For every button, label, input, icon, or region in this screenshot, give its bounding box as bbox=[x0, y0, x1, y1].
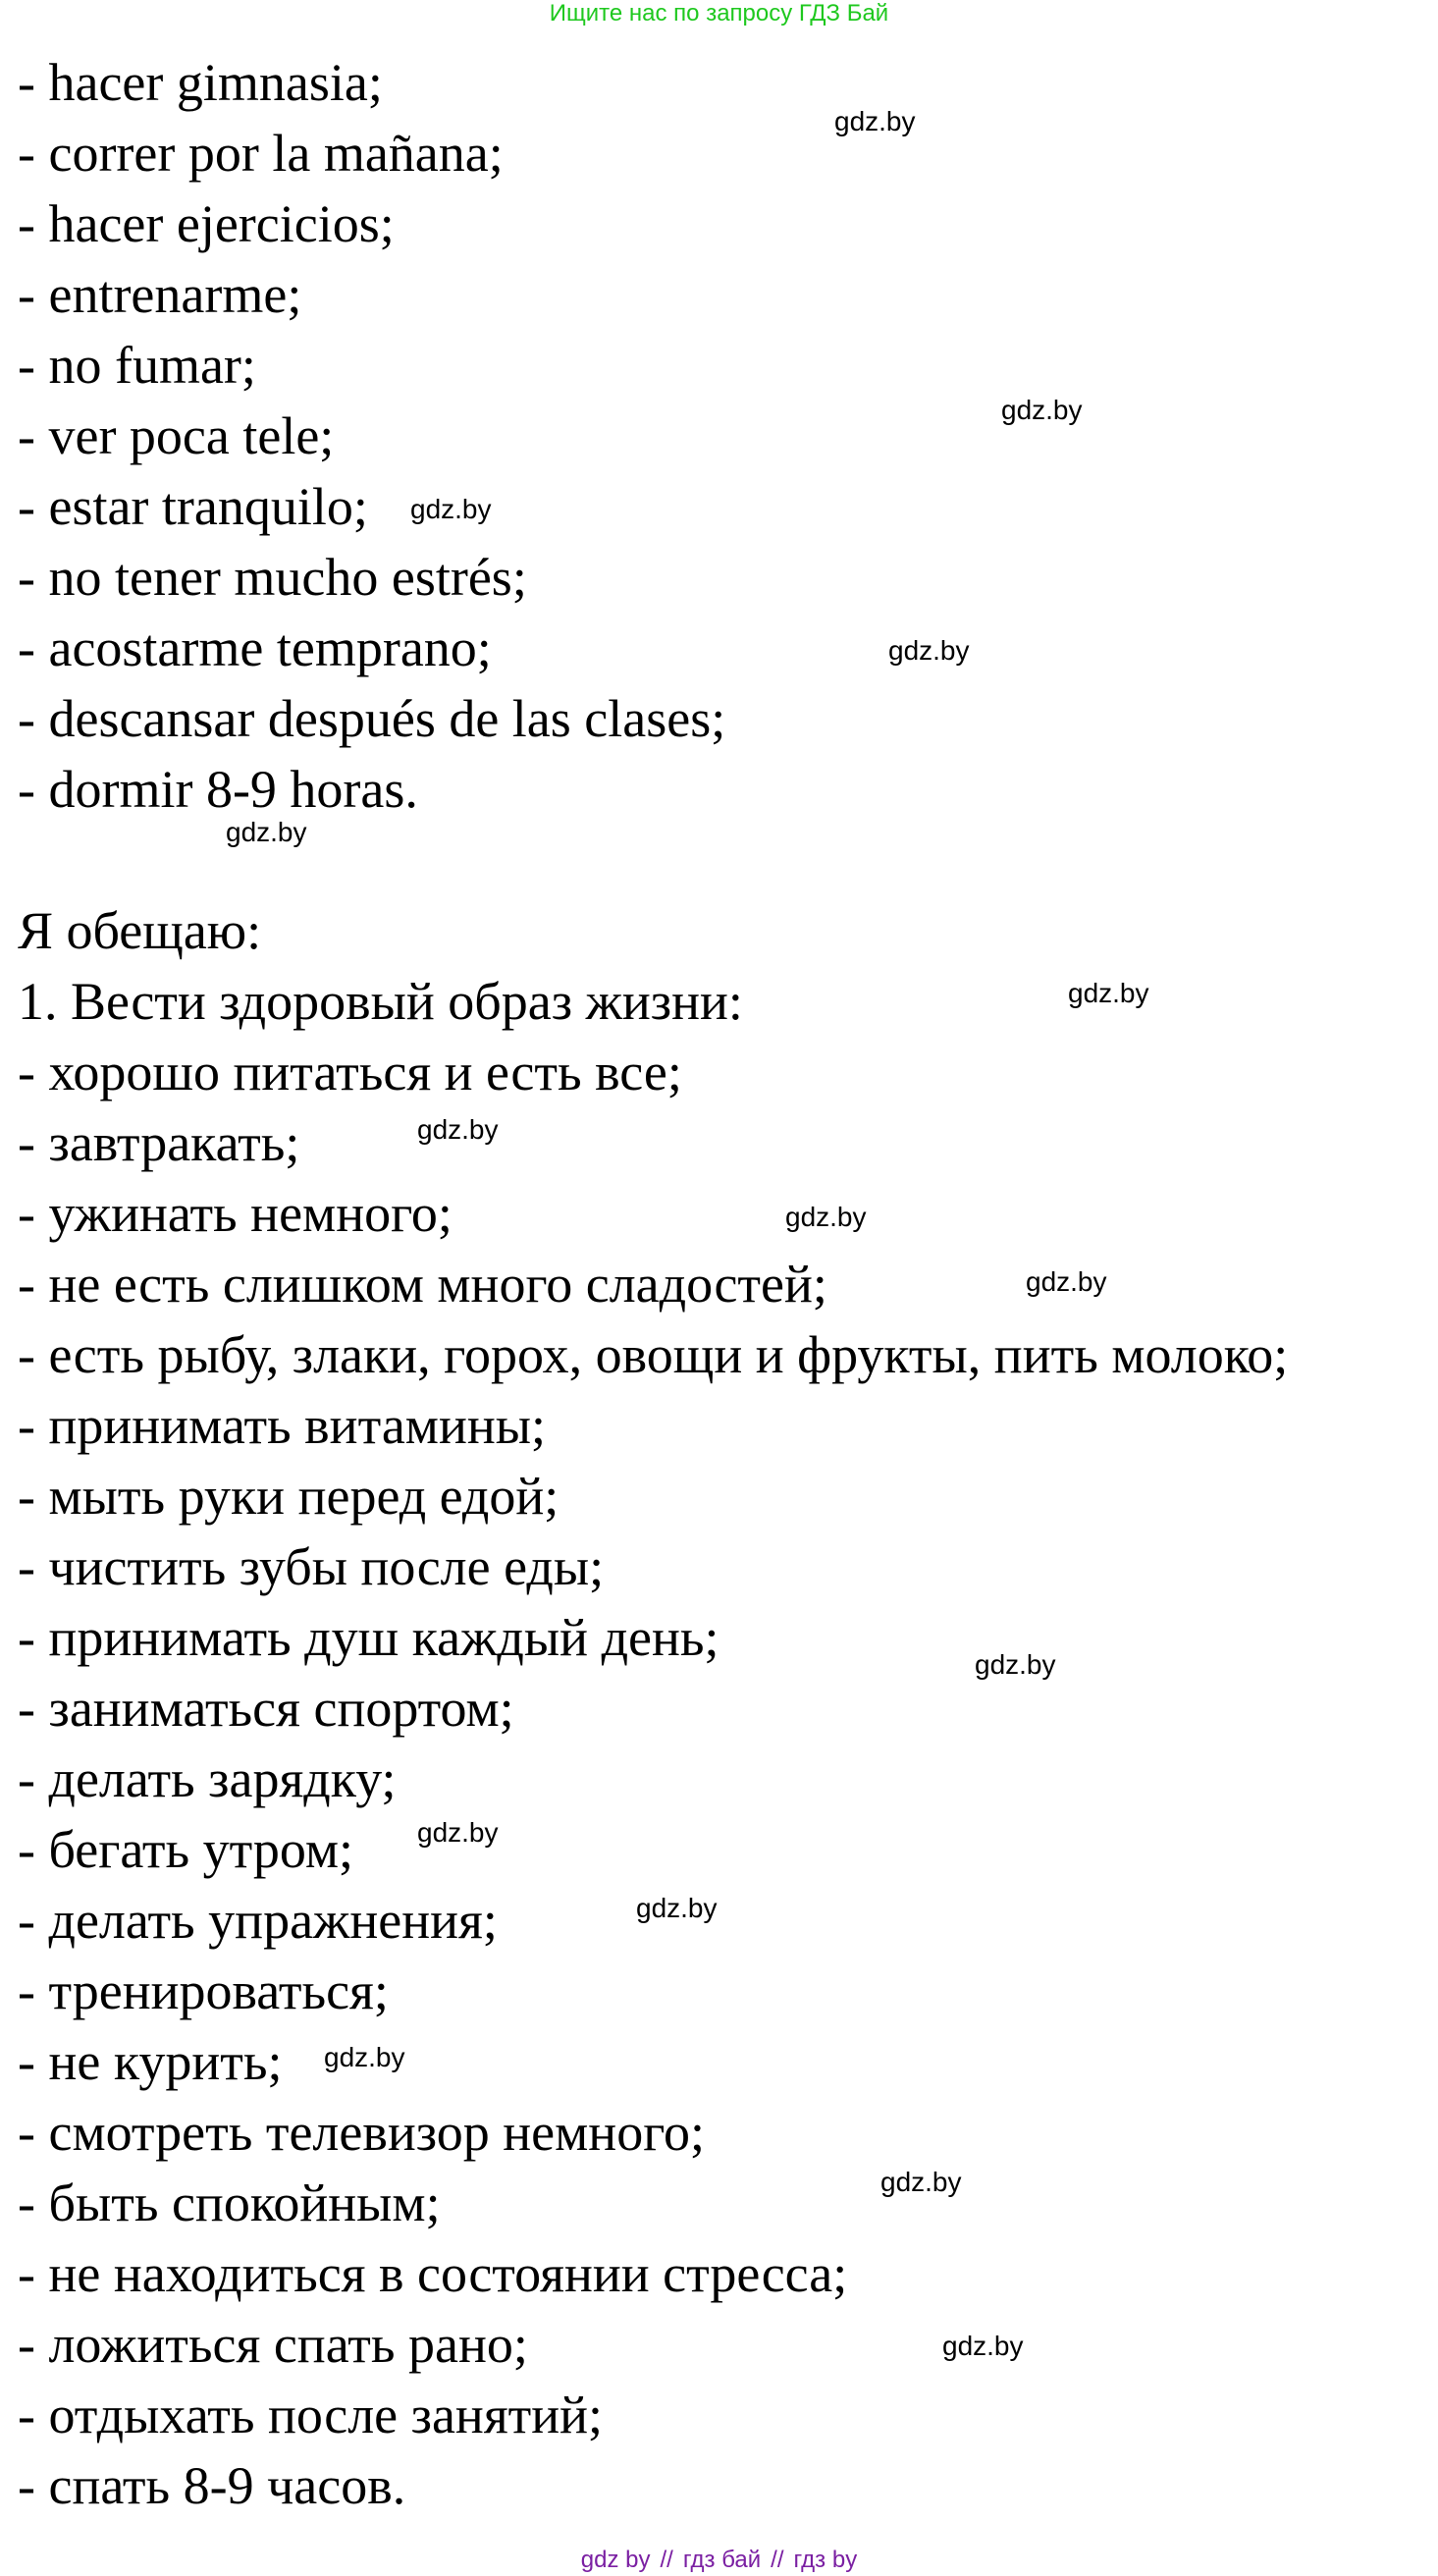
section-heading: Я обещаю: bbox=[18, 901, 262, 960]
watermark: gdz.by bbox=[888, 635, 970, 666]
watermark: gdz.by bbox=[942, 2331, 1024, 2361]
footer-separator: // bbox=[660, 2547, 673, 2573]
list-item: - не есть слишком много сладостей; bbox=[18, 1255, 827, 1314]
watermark: gdz.by bbox=[975, 1649, 1056, 1680]
footer-link-gdz-by[interactable]: gdz by bbox=[580, 2547, 651, 2573]
section-subheading: 1. Вести здоровый образ жизни: bbox=[18, 972, 743, 1031]
list-item: - ver poca tele; bbox=[18, 406, 335, 465]
list-item: - делать зарядку; bbox=[18, 1749, 397, 1808]
watermark: gdz.by bbox=[1026, 1266, 1107, 1297]
watermark: gdz.by bbox=[417, 1114, 499, 1145]
watermark: gdz.by bbox=[324, 2042, 405, 2072]
list-item: - entrenarme; bbox=[18, 265, 302, 324]
list-item: - принимать витамины; bbox=[18, 1396, 547, 1455]
section-spacer bbox=[18, 825, 1288, 895]
list-item: - descansar después de las clases; bbox=[18, 689, 726, 748]
list-item: - заниматься спортом; bbox=[18, 1679, 514, 1738]
list-item: - тренироваться; bbox=[18, 1961, 389, 2020]
list-item: - принимать душ каждый день; bbox=[18, 1608, 719, 1667]
list-item: - dormir 8-9 horas. bbox=[18, 760, 418, 819]
footer-link-gdz-by-cyr[interactable]: гдз by bbox=[793, 2547, 858, 2573]
watermark: gdz.by bbox=[834, 106, 916, 136]
list-item: - бегать утром; bbox=[18, 1820, 354, 1879]
watermark: gdz.by bbox=[1068, 978, 1149, 1008]
list-item: - чистить зубы после еды; bbox=[18, 1537, 605, 1596]
watermark: gdz.by bbox=[410, 494, 492, 524]
watermark: gdz.by bbox=[636, 1893, 718, 1923]
list-item: - correr por la mañana; bbox=[18, 124, 504, 183]
list-item: - ужинать немного; bbox=[18, 1184, 453, 1243]
list-item: - no tener mucho estrés; bbox=[18, 548, 527, 607]
list-item: - ложиться спать рано; bbox=[18, 2315, 528, 2374]
header-search-link[interactable]: Ищите нас по запросу ГДЗ Бай bbox=[549, 0, 889, 27]
list-item: - hacer ejercicios; bbox=[18, 194, 395, 253]
watermark: gdz.by bbox=[417, 1817, 499, 1848]
list-item: - мыть руки перед едой; bbox=[18, 1467, 559, 1526]
watermark: gdz.by bbox=[226, 817, 307, 847]
list-item: - смотреть телевизор немного; bbox=[18, 2103, 705, 2162]
list-item: - есть рыбу, злаки, горох, овощи и фрукты, пить молоко; bbox=[18, 1325, 1289, 1384]
watermark: gdz.by bbox=[785, 1202, 867, 1232]
list-item: - не находиться в состоянии стресса; bbox=[18, 2244, 848, 2303]
list-item: - спать 8-9 часов. bbox=[18, 2456, 406, 2515]
list-item: - быть спокойным; bbox=[18, 2174, 441, 2232]
list-item: - acostarme temprano; bbox=[18, 618, 492, 677]
footer-links bbox=[0, 2547, 1438, 2574]
footer-separator: // bbox=[771, 2547, 784, 2573]
list-item: - no fumar; bbox=[18, 336, 256, 395]
footer-link-gdz-bai[interactable]: гдз бай bbox=[682, 2547, 762, 2573]
list-item: - не курить; bbox=[18, 2032, 283, 2091]
list-item: - делать упражнения; bbox=[18, 1891, 498, 1950]
list-item: - estar tranquilo; bbox=[18, 477, 368, 536]
watermark: gdz.by bbox=[1001, 395, 1083, 425]
list-item: - hacer gimnasia; bbox=[18, 53, 383, 112]
watermark: gdz.by bbox=[880, 2167, 962, 2197]
list-item: - завтракать; bbox=[18, 1113, 300, 1172]
list-item: - отдыхать после занятий; bbox=[18, 2386, 604, 2444]
list-item: - хорошо питаться и есть все; bbox=[18, 1043, 682, 1101]
